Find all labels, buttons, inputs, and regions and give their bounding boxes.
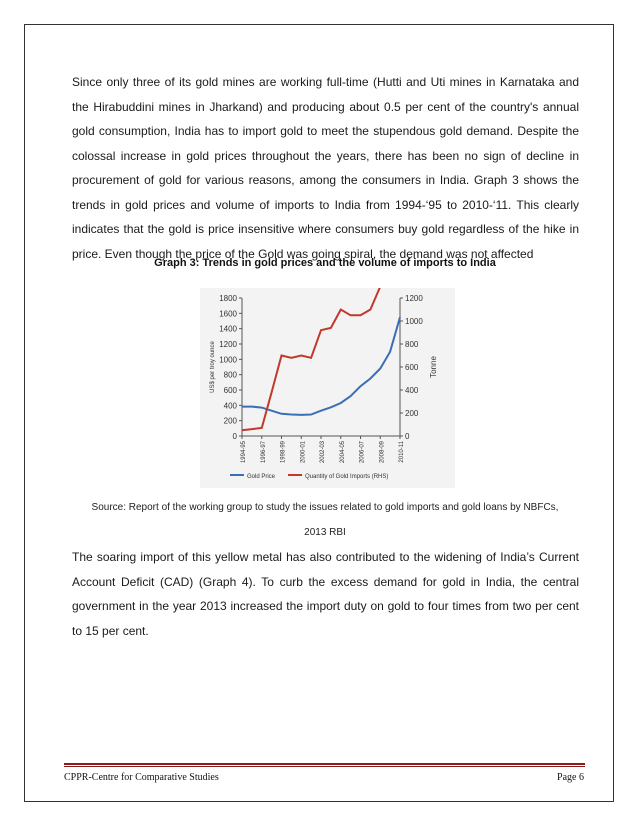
x-tick-label: 2002-03 xyxy=(320,441,326,464)
y-tick-label-left: 600 xyxy=(223,386,237,395)
x-tick-label: 1994-95 xyxy=(241,441,247,464)
y-tick-label-left: 0 xyxy=(232,432,237,441)
y-tick-label-right: 1000 xyxy=(405,317,423,326)
source-line-2: 2013 RBI xyxy=(304,527,346,538)
y-tick-label-left: 200 xyxy=(223,416,237,426)
footer-rule-thin xyxy=(64,766,585,767)
x-tick-label: 2008-09 xyxy=(379,441,386,464)
y-tick-label-right: 800 xyxy=(405,340,419,349)
x-tick-label: 2006-07 xyxy=(359,441,366,464)
paragraph-gold-mines: Since only three of its gold mines are working full-time (Hutti and Uti mines in Karnataka and the Hirabuddini mines in Jharkand) and producing about 0.5 per cent of the country's annual gold consumption, India has to import gold to meet the stupendous gold demand. Despite the colossal increase in gold prices throughout the years, there has been no sign of decline in procurement of gold for various reasons, among the consumers in India. Graph 3 shows the trends in gold prices and volume of imports to India from 1994-‘95 to 2010-‘11. This clearly indicates that the gold is price insensitive where consumers buy gold regardless of the hike in price. Even though the price of the Gold was going spiral, the demand was not affected xyxy=(72,75,579,261)
source-line-1: Source: Report of the working group to study the issues related to gold imports and gold loans by NBFCs, xyxy=(91,502,559,513)
x-tick-label: 2010-11 xyxy=(399,441,405,463)
y-tick-label-left: 800 xyxy=(223,370,237,380)
y-tick-label-right: 600 xyxy=(405,363,419,372)
y-tick-label-right: 0 xyxy=(405,432,410,441)
legend-label-gold-imports: Quantity of Gold Imports (RHS) xyxy=(305,474,389,480)
graph-caption: Graph 3: Trends in gold prices and the volume of imports to India xyxy=(154,257,496,269)
y-tick-label-left: 400 xyxy=(223,401,237,411)
y-tick-label-right: 200 xyxy=(405,409,419,418)
chart-source xyxy=(70,495,580,545)
y-tick-label-left: 1600 xyxy=(219,309,237,319)
x-tick-label: 2004-05 xyxy=(339,441,346,464)
y-tick-label-right: 1200 xyxy=(405,294,423,303)
y-tick-label-right: 400 xyxy=(405,386,419,395)
x-tick-label: 2000-01 xyxy=(300,441,307,464)
y-tick-label-left: 1800 xyxy=(219,294,237,303)
x-tick-label: 1998-99 xyxy=(280,441,287,464)
y-axis-title-left: US$ per troy ounce xyxy=(210,341,216,393)
gold-chart xyxy=(200,288,455,488)
footer-org: CPPR-Centre for Comparative Studies xyxy=(64,772,219,783)
y-tick-label-left: 1400 xyxy=(219,324,237,334)
paragraph-cad: The soaring import of this yellow metal has also contributed to the widening of India’s Current Account Deficit (CAD) (Graph 4). To curb the excess demand for gold in India, the central government in the year 2013 increased the import duty on gold to four times from two per cent to 15 per cent. xyxy=(72,550,579,638)
x-tick-label: 1996-97 xyxy=(260,441,267,464)
footer-page-number: Page 6 xyxy=(557,772,584,783)
y-tick-label-left: 1000 xyxy=(219,355,237,365)
y-axis-title-right: Tonne xyxy=(429,356,438,378)
footer-rule xyxy=(64,763,585,765)
gold-chart-svg xyxy=(200,288,455,488)
y-tick-label-left: 1200 xyxy=(219,340,237,349)
legend-label-gold-price: Gold Price xyxy=(247,474,276,480)
